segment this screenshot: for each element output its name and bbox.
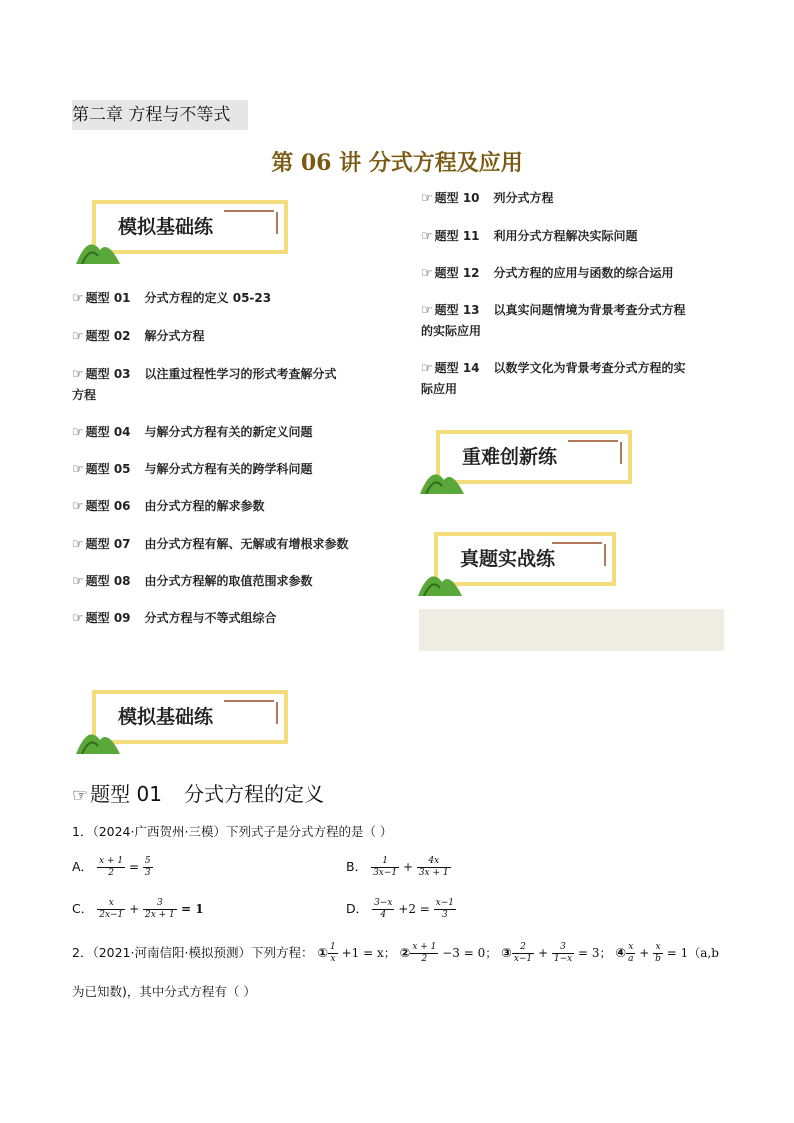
toc-item-number: 题型 04 <box>85 425 131 439</box>
hand-pointer-icon: ☞ <box>421 266 433 281</box>
toc-item-number: 题型 03 <box>85 367 131 381</box>
banner-real-exam <box>420 532 630 594</box>
question-2-stem: 2．（2021·河南信阳·模拟预测）下列方程： ① $\frac{1}{x}$ +1 = x； ② $\frac{x + 1}{2}$ −3 = 0； ③ $\frac{2}{x-1}$ + $\frac{3}{1-x}$ = 3； ④ $\frac{x}{a}$ + $\frac{x}{b}$ = 1（a,b <box>72 942 719 964</box>
banner-label: 模拟基础练 <box>118 706 214 728</box>
question-1-option-c: C． $\frac{x}{2x-1}$ + $\frac{3}{2x + 1}$ = 1 <box>72 898 204 920</box>
toc-item-label: 列分式方程 <box>493 191 554 205</box>
section-title: ☞ 题型 01 分式方程的定义 <box>72 782 324 806</box>
hill-icon <box>74 718 124 754</box>
hand-pointer-icon: ☞ <box>421 191 433 206</box>
toc-item-number: 题型 02 <box>85 329 131 343</box>
toc-item-label: 分式方程的定义 05-23 <box>144 291 272 305</box>
toc-item[interactable] <box>421 263 721 284</box>
toc-item-label: 以真实问题情境为背景考查分式方程 <box>493 303 686 317</box>
banner-label: 真题实战练 <box>460 548 556 570</box>
toc-item-number: 题型 08 <box>85 574 131 588</box>
hand-pointer-icon: ☞ <box>72 785 89 806</box>
toc-item-label: 解分式方程 <box>144 329 205 343</box>
toc-item[interactable] <box>421 300 721 341</box>
toc-item-number: 题型 06 <box>85 499 131 513</box>
toc-item-label: 以注重过程性学习的形式考查解分式 <box>144 367 337 381</box>
toc-item-number: 题型 12 <box>434 266 480 280</box>
toc-item-label-cont: 际应用 <box>421 382 458 396</box>
toc-item-number: 题型 01 <box>85 291 131 305</box>
toc-item-number: 题型 13 <box>434 303 480 317</box>
toc-item-label-cont: 的实际应用 <box>421 324 482 338</box>
blank-shaded-box <box>419 609 724 651</box>
toc-item-number: 题型 11 <box>434 229 480 243</box>
question-2-line2: 为已知数)，其中分式方程有（ ） <box>72 984 256 999</box>
toc-item-number: 题型 05 <box>85 462 131 476</box>
toc-item-number: 题型 07 <box>85 537 131 551</box>
toc-item[interactable] <box>72 608 372 629</box>
toc-item[interactable] <box>421 188 721 209</box>
banner-label: 重难创新练 <box>462 446 558 468</box>
question-1-option-b: B． $\frac{1}{3x-1}$ + $\frac{4x}{3x + 1}$ <box>346 856 449 878</box>
toc-item-number: 题型 14 <box>434 361 480 375</box>
toc-item[interactable] <box>72 571 372 592</box>
toc-item[interactable] <box>72 364 372 405</box>
hand-pointer-icon: ☞ <box>72 367 84 382</box>
hand-pointer-icon: ☞ <box>72 425 84 440</box>
hand-pointer-icon: ☞ <box>72 291 84 306</box>
toc-item-label: 由分式方程的解求参数 <box>144 499 265 513</box>
toc-item[interactable] <box>421 358 721 399</box>
banner-hard-innovative <box>422 430 632 492</box>
hill-icon <box>418 458 468 494</box>
toc-item-label: 与解分式方程有关的新定义问题 <box>144 425 313 439</box>
banner-label: 模拟基础练 <box>118 216 214 238</box>
toc-item[interactable] <box>421 226 721 247</box>
hand-pointer-icon: ☞ <box>72 611 84 626</box>
toc-item[interactable] <box>72 459 372 480</box>
toc-item-label: 利用分式方程解决实际问题 <box>493 229 638 243</box>
toc-item-label: 以数学文化为背景考查分式方程的实 <box>493 361 686 375</box>
toc-item-label: 分式方程的应用与函数的综合运用 <box>493 266 674 280</box>
hand-pointer-icon: ☞ <box>72 329 84 344</box>
page-title: 第 06 讲 分式方程及应用 <box>271 150 523 176</box>
hand-pointer-icon: ☞ <box>421 303 433 318</box>
toc-item-label: 由分式方程有解、无解或有增根求参数 <box>144 537 349 551</box>
toc-item[interactable] <box>72 422 372 443</box>
toc-item[interactable] <box>72 534 372 555</box>
hand-pointer-icon: ☞ <box>421 361 433 376</box>
hill-icon <box>74 228 124 264</box>
toc-item-number: 题型 10 <box>434 191 480 205</box>
hand-pointer-icon: ☞ <box>72 462 84 477</box>
toc-item-label: 分式方程与不等式组综合 <box>144 611 277 625</box>
banner-simulated-basic <box>78 200 288 262</box>
toc-item[interactable] <box>72 496 372 517</box>
question-1-option-d: D． $\frac{3-x}{4}$ +2 = $\frac{x-1}{3}$ <box>346 898 454 920</box>
question-1-stem: 1．（2024·广西贺州·三模）下列式子是分式方程的是（ ） <box>72 824 393 839</box>
hand-pointer-icon: ☞ <box>72 499 84 514</box>
chapter-heading: 第二章 方程与不等式 <box>72 100 248 130</box>
hill-icon <box>416 560 466 596</box>
banner-simulated-basic-2 <box>78 690 288 752</box>
hand-pointer-icon: ☞ <box>421 229 433 244</box>
hand-pointer-icon: ☞ <box>72 537 84 552</box>
toc-item-label: 由分式方程解的取值范围求参数 <box>144 574 313 588</box>
toc-item[interactable] <box>72 326 372 347</box>
toc-item-number: 题型 09 <box>85 611 131 625</box>
question-1-option-a: A． $\frac{x + 1}{2}$ = $\frac{5}{3}$ <box>72 856 151 878</box>
toc-item-label: 与解分式方程有关的跨学科问题 <box>144 462 313 476</box>
toc-item-label-cont: 方程 <box>72 388 97 402</box>
hand-pointer-icon: ☞ <box>72 574 84 589</box>
toc-item[interactable] <box>72 288 372 309</box>
